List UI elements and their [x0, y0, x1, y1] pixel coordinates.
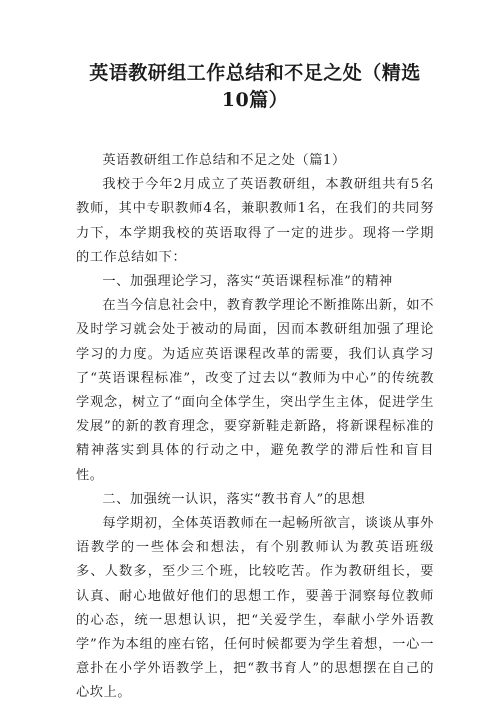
document-title: 英语教研组工作总结和不足之处（精选10篇）: [89, 62, 421, 111]
section-heading-2: 二、加强统一认识，落实“教书育人”的思想: [102, 491, 366, 507]
paragraph-intro: 我校于今年2月成立了英语教研组，本教研组共有5名教师，其中专职教师4名，兼职教师1名，在我们的共同努力下，本学期我校的英语取得了一定的进步。现将一学期的工作总结如下：: [76, 177, 434, 265]
paragraph-theory: 在当今信息社会中，教育教学理论不断推陈出新，如不及时学习就会处于被动的局面，因而本教研组加强了理论学习的力度。为适应英语课程改革的需要，我们认真学习了“英语课程标准”，改变了过去以“教师为中心”的传统教学观念，树立了“面向全体学生，突出学生主体，促进学生发展”的新的教育理念，要穿新鞋走新路，将新课程标准的精神落实到具体的行动之中，避免教学的滞后性和盲目性。: [76, 298, 434, 483]
section-heading-1: 一、加强理论学习，落实“英语课程标准”的精神: [102, 274, 393, 290]
paragraph-unity: 每学期初，全体英语教师在一起畅所欲言，谈谈从事外语教学的一些体会和想法，有个别教师认为教英语班级多、人数多，至少三个班，比较吃苦。作为教研组长，要认真、耐心地做好他们的思想工作，要善于洞察每位教师的心态，统一思想认识，把“关爱学生，奉献小学外语教学”作为本组的座右铭，任何时候都要为学生着想，一心一意扑在小学外语教学上，把“教书育人”的思想摆在自己的心坎上。: [76, 516, 434, 701]
section-subtitle: 英语教研组工作总结和不足之处（篇1）: [102, 153, 346, 168]
